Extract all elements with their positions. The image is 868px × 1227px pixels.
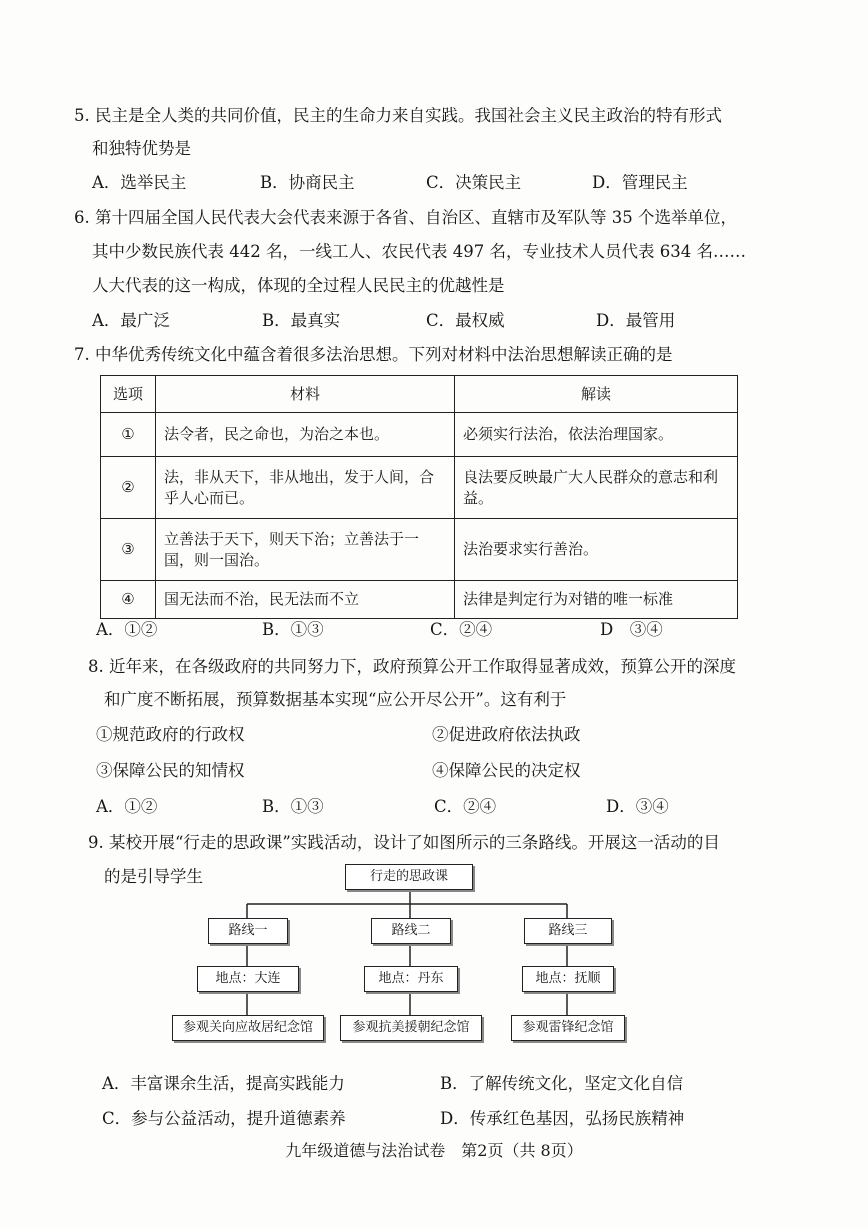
q6-option-b: B．最真实 [262, 311, 341, 330]
diagram-visit-2-box: 参观抗美援朝纪念馆 [340, 1015, 482, 1041]
diagram-place-2-box: 地点：丹东 [364, 966, 458, 992]
q7-row-reading: 良法要反映最广大人民群众的意志和利益。 [455, 457, 738, 519]
q7-header-option: 选项 [101, 376, 156, 413]
diagram-root-box: 行走的思政课 [345, 864, 473, 890]
q6-stem-line2: 其中少数民族代表 442 名，一线工人、农民代表 497 名，专业技术人员代表 634 名…… [92, 242, 746, 261]
q5-option-c: C．决策民主 [426, 173, 522, 192]
q7-row-reading: 法治要求实行善治。 [455, 519, 738, 581]
q5-stem-line1: 5. 民主是全人类的共同价值，民主的生命力来自实践。我国社会主义民主政治的特有形式 [74, 106, 722, 125]
diagram-place-3-box: 地点：抚顺 [522, 966, 614, 992]
q6-stem-line1: 6. 第十四届全国人民代表大会代表来源于各省、自治区、直辖市及军队等 35 个选举单位， [74, 208, 737, 227]
q9-option-c: C．参与公益活动，提升道德素养 [102, 1109, 346, 1128]
q6-stem-line3: 人大代表的这一构成，体现的全过程人民民主的优越性是 [92, 276, 505, 295]
q8-option-b: B．①③ [262, 797, 324, 816]
q9-stem-line1: 9. 某校开展“行走的思政课”实践活动，设计了如图所示的三条路线。开展这一活动的目 [88, 833, 720, 852]
q7-header-material: 材料 [156, 376, 455, 413]
q6-option-a: A．最广泛 [92, 311, 170, 330]
q7-row-material: 立善法于天下，则天下治；立善法于一国，则一国治。 [156, 519, 455, 581]
q5-stem-line2: 和独特优势是 [92, 139, 191, 158]
diagram-route-1-box: 路线一 [208, 918, 288, 944]
diagram-visit-1-box: 参观关向应故居纪念馆 [172, 1015, 324, 1041]
q8-stem-line2: 和广度不断拓展，预算数据基本实现“应公开尽公开”。这有利于 [104, 690, 567, 709]
q8-option-c: C．②④ [434, 797, 497, 816]
q9-option-b: B．了解传统文化，坚定文化自信 [440, 1074, 684, 1093]
q7-row-material: 国无法而不治，民无法而不立 [156, 581, 455, 619]
q9-option-a: A．丰富课余生活，提高实践能力 [102, 1074, 345, 1093]
q7-row-reading: 必须实行法治，依法治理国家。 [455, 413, 738, 457]
q7-row-reading: 法律是判定行为对错的唯一标准 [455, 581, 738, 619]
diagram-place-1-box: 地点：大连 [197, 966, 299, 992]
diagram-visit-3-box: 参观雷锋纪念馆 [511, 1015, 625, 1041]
q7-option-b: B．①③ [262, 620, 324, 639]
q7-row-num: ① [101, 413, 156, 457]
q8-item-1: ①规范政府的行政权 [96, 725, 245, 744]
q8-item-2: ②促进政府依法执政 [432, 725, 581, 744]
q6-option-d: D．最管用 [596, 311, 676, 330]
q6-option-c: C．最权威 [426, 311, 505, 330]
q8-stem-line1: 8. 近年来，在各级政府的共同努力下，政府预算公开工作取得显著成效，预算公开的深度 [88, 657, 736, 676]
q7-option-c: C．②④ [430, 620, 493, 639]
page-footer: 九年级道德与法治试卷 第2页（共 8页） [285, 1141, 583, 1160]
q7-option-d: D ③④ [600, 620, 663, 639]
q7-header-reading: 解读 [455, 376, 738, 413]
q9-option-d: D．传承红色基因，弘扬民族精神 [440, 1109, 685, 1128]
q8-option-a: A．①② [96, 797, 158, 816]
q7-row-num: ④ [101, 581, 156, 619]
q7-row-num: ③ [101, 519, 156, 581]
q5-option-a: A．选举民主 [92, 173, 187, 192]
q7-stem: 7. 中华优秀传统文化中蕴含着很多法治思想。下列对材料中法治思想解读正确的是 [74, 345, 673, 364]
q5-option-d: D．管理民主 [592, 173, 688, 192]
q7-option-a: A．①② [96, 620, 158, 639]
q8-item-3: ③保障公民的知情权 [96, 761, 245, 780]
diagram-route-3-box: 路线三 [524, 918, 612, 944]
q8-option-d: D．③④ [606, 797, 669, 816]
diagram-route-2-box: 路线二 [371, 918, 451, 944]
q7-row-material: 法令者，民之命也，为治之本也。 [156, 413, 455, 457]
q7-row-num: ② [101, 457, 156, 519]
q8-item-4: ④保障公民的决定权 [432, 761, 581, 780]
q7-row-material: 法，非从天下，非从地出，发于人间，合乎人心而已。 [156, 457, 455, 519]
q5-option-b: B．协商民主 [260, 173, 355, 192]
q9-stem-line2: 的是引导学生 [104, 867, 203, 886]
